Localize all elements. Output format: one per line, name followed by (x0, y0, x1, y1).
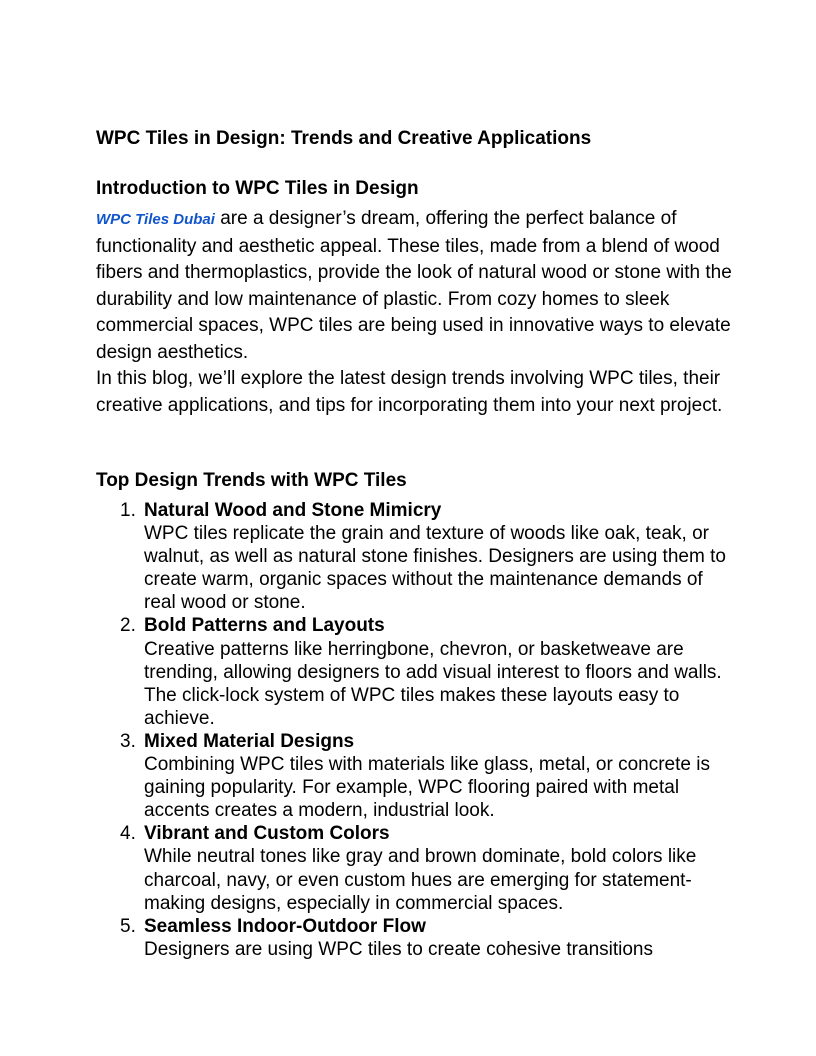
intro-paragraph-text: are a designer’s dream, offering the perfect balance of functionality and aesthetic appeal. These tiles, made from a blend of wood fibers and thermoplastics, provide the look of natural wood or stone with the durability and low maintenance of plastic. From cozy homes to sleek commercial spaces, WPC tiles are being used in innovative ways to elevate design aesthetics. (96, 208, 732, 363)
trend-title: Bold Patterns and Layouts (144, 615, 385, 637)
trends-heading: Top Design Trends with WPC Tiles (96, 470, 407, 491)
trend-title: Vibrant and Custom Colors (144, 823, 390, 845)
intro-heading: Introduction to WPC Tiles in Design (96, 178, 419, 199)
trend-number: 3. (120, 730, 136, 752)
trend-description: WPC tiles replicate the grain and texture of woods like oak, teak, or walnut, as well as natural stone finishes. Designers are using them to create warm, organic spaces without the maintenance demands of real wood or stone. (144, 523, 726, 614)
trends-list (96, 499, 736, 961)
trend-description: Designers are using WPC tiles to create cohesive transitions (144, 938, 654, 960)
trend-title: Natural Wood and Stone Mimicry (144, 500, 442, 521)
trend-description: Combining WPC tiles with materials like glass, metal, or concrete is gaining popularity. For example, WPC flooring paired with metal accents creates a modern, industrial look. (144, 754, 710, 822)
trend-item (96, 822, 736, 914)
trend-item (96, 499, 736, 614)
wpc-tiles-dubai-link[interactable]: WPC Tiles Dubai (96, 211, 215, 228)
trend-item (96, 915, 736, 961)
trend-description: Creative patterns like herringbone, chevron, or basketweave are trending, allowing designers to add visual interest to floors and walls. The click-lock system of WPC tiles makes these layouts easy to achieve. (144, 638, 722, 729)
trend-item (96, 730, 736, 822)
trend-number: 1. (120, 500, 136, 521)
intro-paragraph (96, 206, 736, 366)
trend-number: 4. (120, 823, 136, 845)
document-title: WPC Tiles in Design: Trends and Creative Applications (96, 128, 592, 149)
trend-item (96, 614, 736, 729)
trend-number: 2. (120, 615, 136, 637)
intro-section (96, 206, 736, 419)
trend-description: While neutral tones like gray and brown dominate, bold colors like charcoal, navy, or even custom hues are emerging for statement-making designs, especially in commercial spaces. (144, 846, 697, 914)
trend-number: 5. (120, 915, 136, 937)
intro-paragraph-2: In this blog, we’ll explore the latest design trends involving WPC tiles, their creative applications, and tips for incorporating them into your next project. (96, 368, 723, 416)
trend-title: Seamless Indoor-Outdoor Flow (144, 915, 426, 937)
trend-title: Mixed Material Designs (144, 730, 355, 752)
